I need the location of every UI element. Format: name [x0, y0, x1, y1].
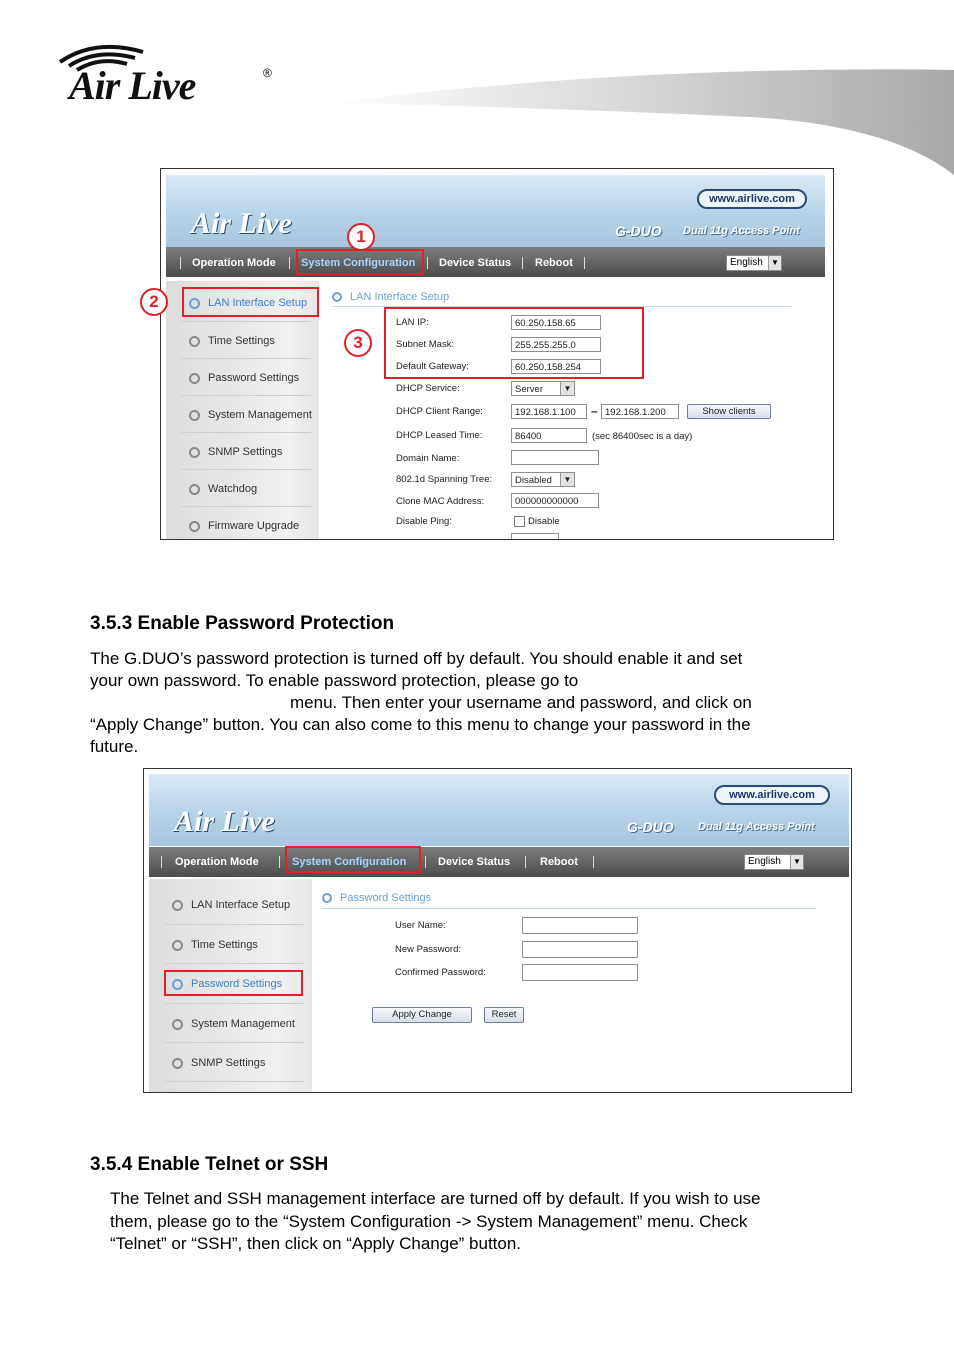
sidebar-item-firmware-upgrade[interactable]: Firmware Upgrade — [189, 520, 299, 532]
para-354-line-3: “Telnet” or “SSH”, then click on “Apply Change” button. — [110, 1234, 522, 1253]
section-dot-icon — [322, 893, 332, 903]
sidebar-item-watchdog[interactable]: Watchdog — [189, 483, 257, 495]
step-marker-1: 1 — [347, 223, 375, 251]
sidebar-item-time-settings[interactable]: Time Settings — [189, 335, 275, 347]
logo-text: Air Live — [69, 63, 196, 108]
field-label: DHCP Service: — [396, 383, 460, 394]
language-select[interactable] — [744, 854, 804, 870]
sidebar-divider — [181, 432, 311, 433]
nav-separator — [584, 257, 585, 269]
lease-time-note: (sec 86400sec is a day) — [592, 431, 693, 442]
para-353-line-1: The G.DUO’s password protection is turned off by default. You should enable it and set — [90, 649, 743, 668]
router-logo: Air Live — [191, 207, 292, 240]
nav-reboot[interactable]: Reboot — [540, 856, 578, 868]
heading-353: 3.5.3 Enable Password Protection — [90, 613, 395, 634]
para-354-line-1: The Telnet and SSH management interface are turned off by default. If you wish to use — [110, 1189, 761, 1208]
field-label: LAN IP: — [396, 317, 429, 328]
field-label: Disable Ping: — [396, 516, 452, 527]
dhcp-service-value: Server — [515, 384, 543, 395]
radio-dot-icon — [172, 1058, 183, 1069]
nav-separator — [425, 856, 426, 868]
brand-description: Dual 11g Access Point — [683, 225, 800, 237]
sidebar-divider — [181, 358, 311, 359]
nav-system-configuration[interactable]: System Configuration — [301, 257, 416, 269]
language-value: English — [730, 257, 763, 268]
field-label: DHCP Client Range: — [396, 406, 483, 417]
chevron-down-icon: ▼ — [560, 473, 574, 486]
spanning-tree-select[interactable] — [511, 472, 575, 487]
radio-dot-icon — [172, 940, 183, 951]
sidebar-item-lan-interface-setup[interactable]: LAN Interface Setup — [189, 297, 307, 309]
brand-model: G-DUO — [627, 819, 674, 835]
reset-button[interactable]: Reset — [484, 1007, 524, 1023]
para-353-line-2: your own password. To enable password protection, please go to — [90, 671, 579, 690]
disable-ping-checkbox[interactable]: Disable — [514, 516, 560, 527]
sidebar-item-system-management[interactable]: System Management — [189, 409, 312, 421]
checkbox-icon — [514, 516, 525, 527]
sidebar-item-password-settings[interactable]: Password Settings — [172, 978, 282, 990]
spanning-tree-value: Disabled — [515, 475, 552, 486]
router-logo: Air Live — [174, 805, 275, 838]
nav-separator — [427, 257, 428, 269]
radio-dot-icon — [172, 900, 183, 911]
para-353-line-3: menu. Then enter your username and password, and click on — [290, 693, 752, 712]
section-title: LAN Interface Setup — [332, 291, 449, 303]
sidebar-item-system-management[interactable]: System Management — [172, 1018, 295, 1030]
field-label: DHCP Leased Time: — [396, 430, 483, 441]
sidebar-divider — [164, 924, 304, 925]
nav-device-status[interactable]: Device Status — [439, 257, 512, 269]
sidebar-divider — [181, 395, 311, 396]
field-label: Default Gateway: — [396, 361, 469, 372]
chevron-down-icon: ▼ — [790, 855, 803, 869]
dhcp-lease-time-input[interactable]: 86400 — [511, 428, 587, 443]
confirm-password-input[interactable] — [522, 964, 638, 981]
sidebar-divider — [164, 1042, 304, 1043]
nav-device-status[interactable]: Device Status — [438, 856, 511, 868]
radio-dot-icon — [189, 373, 200, 384]
chevron-down-icon: ▼ — [560, 382, 574, 395]
screenshot-lan-setup — [160, 168, 834, 540]
default-gateway-input[interactable]: 60.250.158.254 — [511, 359, 601, 374]
brand-description: Dual 11g Access Point — [698, 821, 815, 833]
sidebar-divider — [181, 469, 311, 470]
sidebar-divider — [164, 1081, 304, 1082]
dhcp-range-end-input[interactable]: 192.168.1.200 — [601, 404, 679, 419]
apply-change-button[interactable]: Apply Change — [372, 1007, 472, 1023]
heading-354: 3.5.4 Enable Telnet or SSH — [90, 1154, 329, 1175]
brand-model: G-DUO — [615, 223, 662, 239]
field-label: New Password: — [395, 944, 461, 955]
sidebar-item-password-settings[interactable]: Password Settings — [189, 372, 299, 384]
airlive-logo — [55, 40, 295, 110]
step-marker-2: 2 — [140, 288, 168, 316]
radio-dot-icon — [189, 447, 200, 458]
dhcp-range-start-input[interactable]: 192.168.1.100 — [511, 404, 587, 419]
section-divider — [322, 908, 816, 909]
step-marker-3: 3 — [344, 329, 372, 357]
screenshot-password-settings — [143, 768, 852, 1093]
highlight-password-settings — [164, 970, 303, 996]
chevron-down-icon: ▼ — [768, 256, 781, 270]
radio-dot-icon — [172, 1019, 183, 1030]
nav-reboot[interactable]: Reboot — [535, 257, 573, 269]
para-353-line-4: “Apply Change” button. You can also come to this menu to change your password in the — [90, 715, 751, 734]
radio-dot-icon — [189, 410, 200, 421]
nav-separator — [525, 856, 526, 868]
field-label: Subnet Mask: — [396, 339, 455, 350]
para-354-line-2: them, please go to the “System Configuration -> System Management” menu. Check — [110, 1212, 748, 1231]
field-label: Domain Name: — [396, 453, 460, 464]
show-clients-button[interactable]: Show clients — [687, 404, 771, 419]
dhcp-service-select[interactable] — [511, 381, 575, 396]
nav-separator — [279, 856, 280, 868]
highlight-ip-fields — [384, 307, 644, 379]
sidebar-item-time-settings[interactable]: Time Settings — [172, 939, 258, 951]
clone-mac-input[interactable]: 000000000000 — [511, 493, 599, 508]
sidebar-item-snmp-settings[interactable]: SNMP Settings — [172, 1057, 265, 1069]
nav-system-configuration[interactable]: System Configuration — [292, 856, 407, 868]
nav-separator — [522, 257, 523, 269]
nav-separator — [180, 257, 181, 269]
subnet-mask-input[interactable]: 255.255.255.0 — [511, 337, 601, 352]
radio-dot-icon — [189, 484, 200, 495]
domain-name-input[interactable] — [511, 450, 599, 465]
nav-separator — [289, 257, 290, 269]
para-353-line-5: future. — [90, 737, 139, 756]
logo-registered-mark: ® — [263, 66, 272, 80]
nav-operation-mode[interactable]: Operation Mode — [192, 257, 276, 269]
section-title: Password Settings — [322, 892, 431, 904]
field-label: Confirmed Password: — [395, 967, 486, 978]
partial-field — [511, 533, 559, 540]
highlight-lan-interface-setup — [182, 287, 319, 317]
field-label: 802.1d Spanning Tree: — [396, 474, 493, 485]
sidebar-divider — [181, 321, 311, 322]
nav-operation-mode[interactable]: Operation Mode — [175, 856, 259, 868]
lan-ip-input[interactable]: 60.250.158.65 — [511, 315, 601, 330]
radio-dot-icon — [189, 336, 200, 347]
url-badge: www.airlive.com — [714, 785, 830, 805]
language-value: English — [748, 856, 781, 867]
field-label: Clone MAC Address: — [396, 496, 485, 507]
nav-separator — [593, 856, 594, 868]
user-name-input[interactable] — [522, 917, 638, 934]
sidebar-item-snmp-settings[interactable]: SNMP Settings — [189, 446, 282, 458]
nav-separator — [161, 856, 162, 868]
sidebar-divider — [181, 506, 311, 507]
section-dot-icon — [332, 292, 342, 302]
range-dash: – — [591, 404, 598, 418]
new-password-input[interactable] — [522, 941, 638, 958]
highlight-system-configuration — [285, 846, 421, 873]
radio-dot-icon — [189, 521, 200, 532]
highlight-system-configuration — [296, 249, 424, 275]
sidebar-item-lan-interface-setup[interactable]: LAN Interface Setup — [172, 899, 290, 911]
language-select[interactable] — [726, 255, 782, 271]
sidebar-divider — [164, 1003, 304, 1004]
sidebar-divider — [164, 963, 304, 964]
field-label: User Name: — [395, 920, 446, 931]
url-badge: www.airlive.com — [697, 189, 807, 209]
